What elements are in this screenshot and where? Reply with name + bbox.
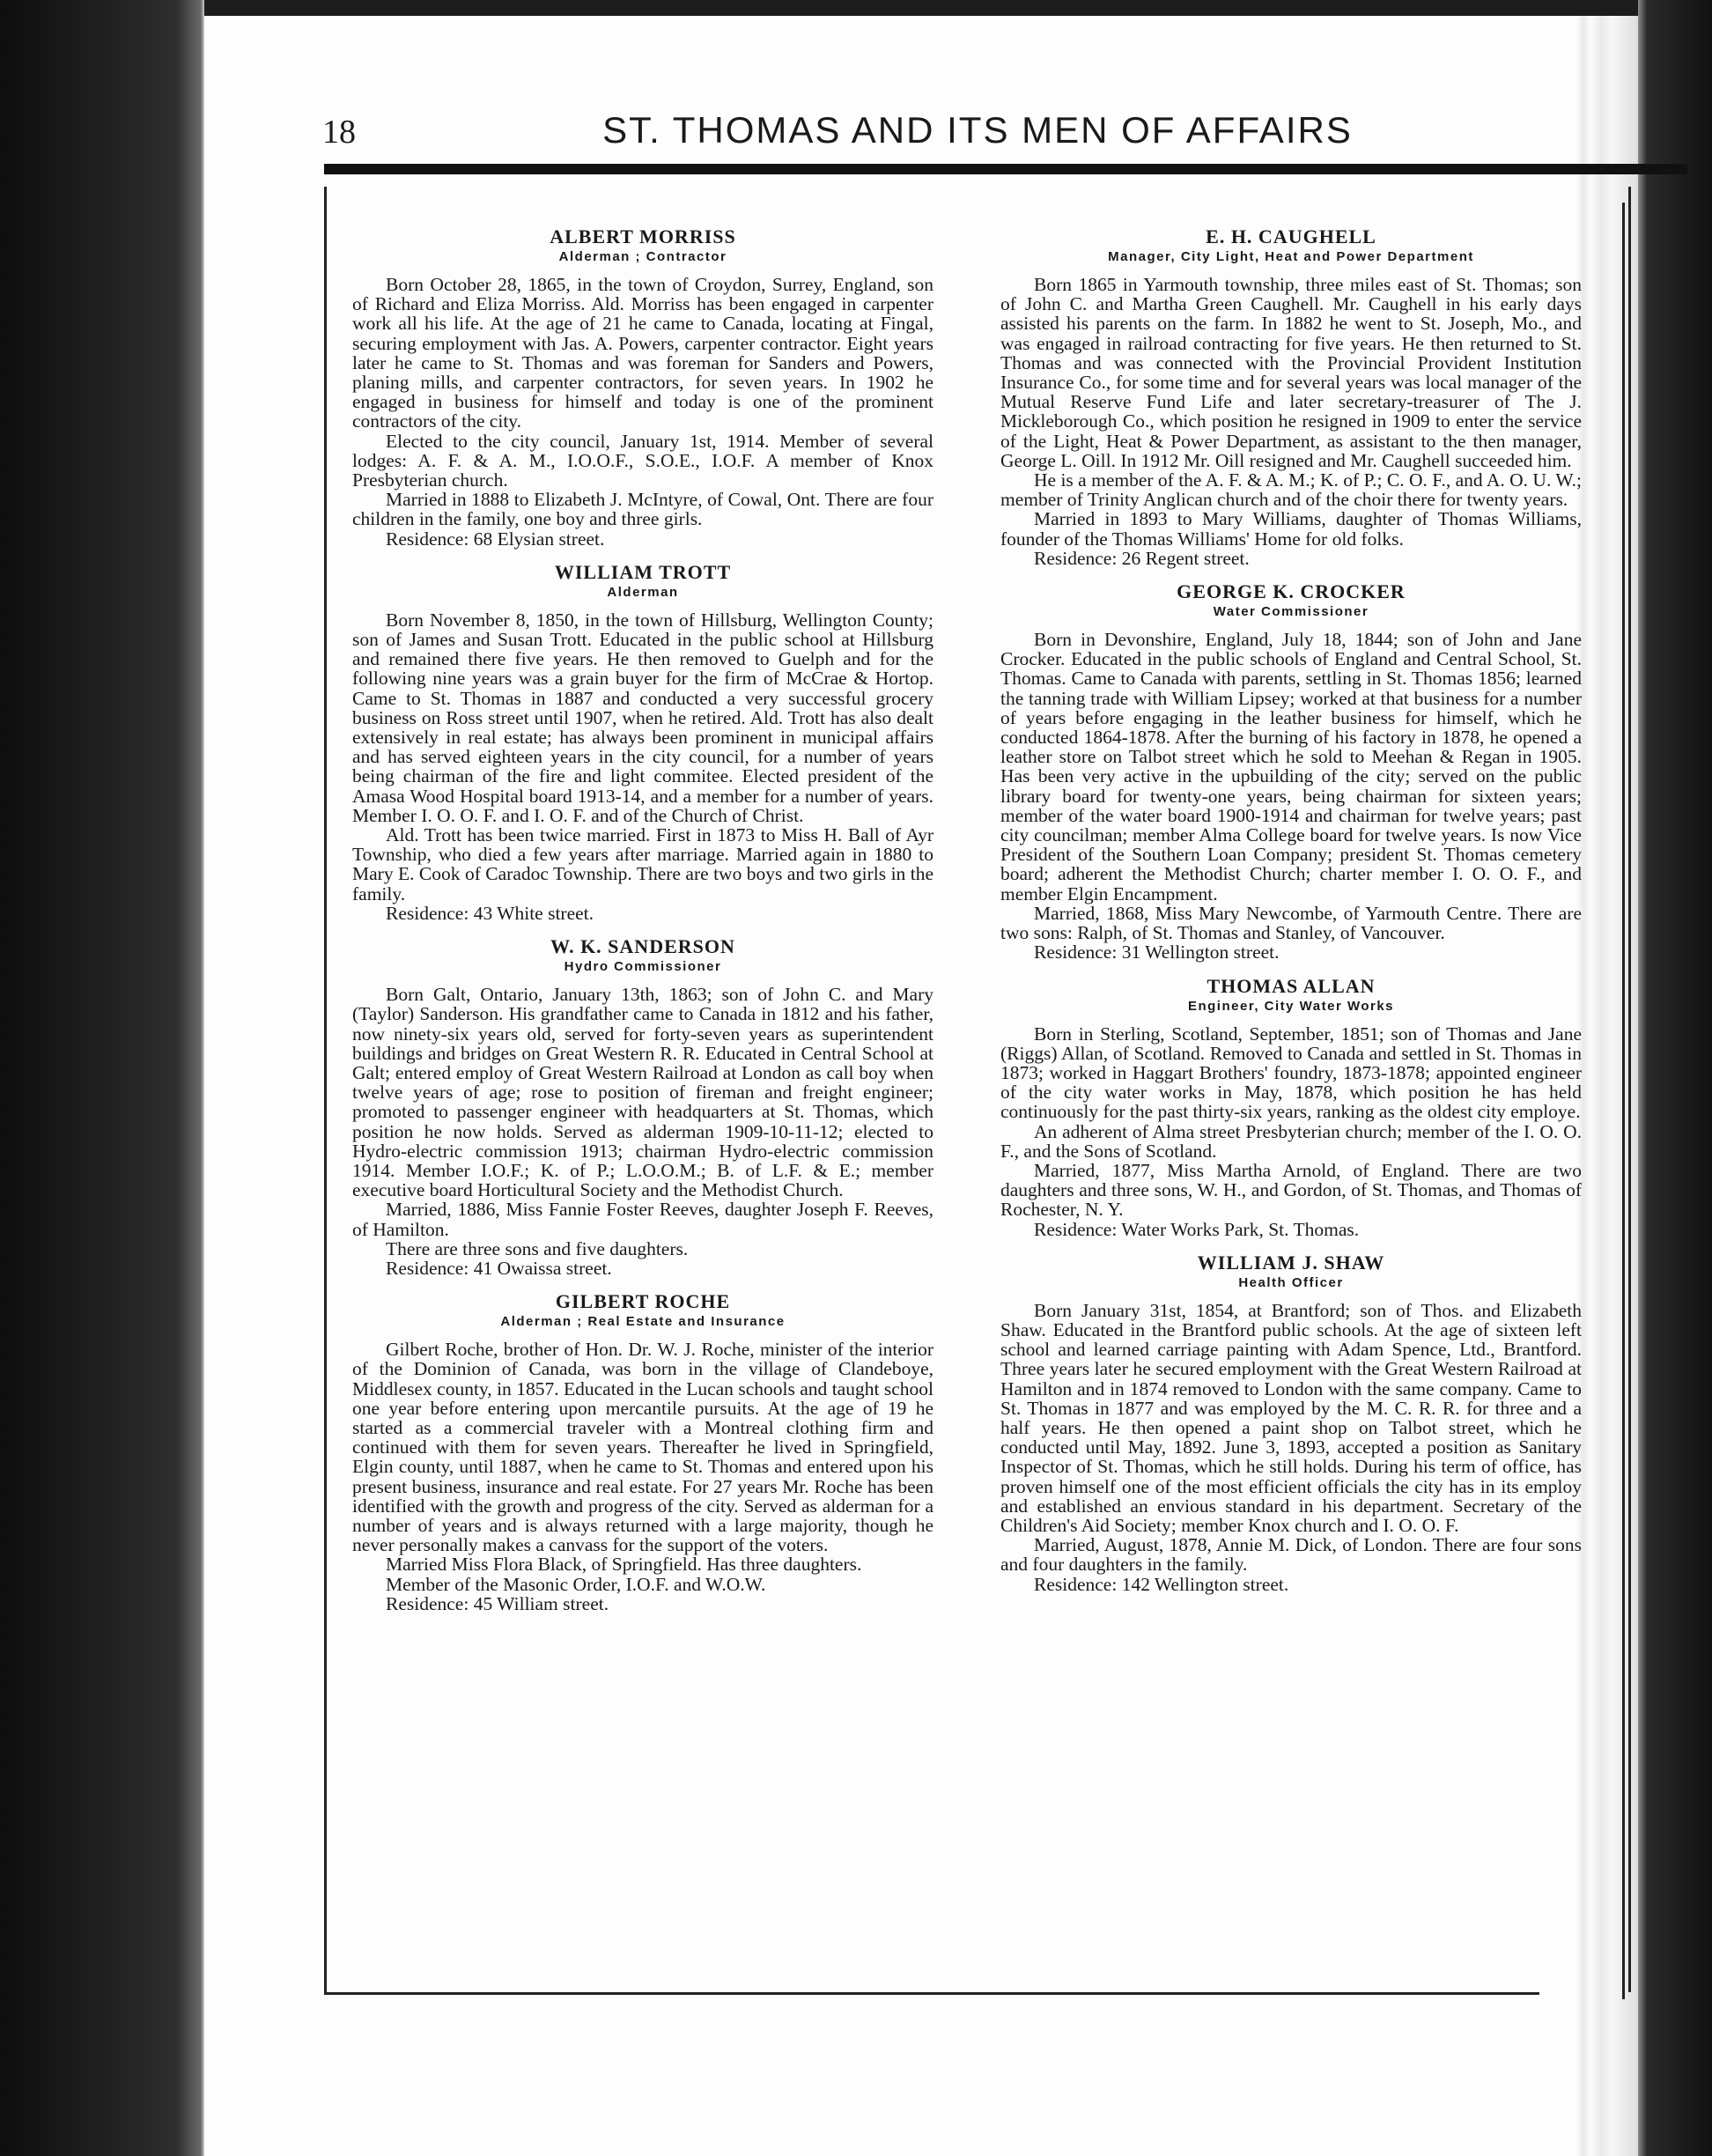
biography-paragraph: Residence: 26 Regent street. — [1034, 547, 1250, 569]
biography-paragraph: Residence: 41 Owaissa street. — [386, 1257, 612, 1279]
scan-border-left — [0, 0, 204, 2156]
biography-paragraph: Married, 1877, Miss Martha Arnold, of England. There are two daughters and three sons, W. H., and Gordon, of St. Thomas, and Thomas of Rochester, N. Y. — [1000, 1159, 1582, 1221]
biography-title: Alderman ; Real Estate and Insurance — [500, 1314, 786, 1330]
biography-paragraph: Born November 8, 1850, in the town of Hillsburg, Wellington County; son of James and Susan Trott. Educated in the public school at Hillsburg and remained there five years. He then removed to Guelph and for the following nine years was a grain buyer for the firm of McCrae & Hortop. Came to St. Thomas in 1887 and conducted a very successful grocery business on Ross street until 1907, when he retired. Ald. Trott has also dealt extensively in real estate; has always been prominent in municipal affairs and has served eighteen years in the city council, for a number of years being chairman of the fire and light commitee. Elected president of the Amasa Wood Hospital board 1913-14, and a member for a number of years. Member I. O. O. F. and I. O. F. and of the Church of Christ. — [352, 609, 933, 826]
right-column — [1000, 218, 1582, 1606]
biography-name: GILBERT ROCHE — [555, 1290, 731, 1313]
biography-paragraph: Born January 31st, 1854, at Brantford; son of Thos. and Elizabeth Shaw. Educated in the Brantford public schools. At the age of sixteen left school and learned carriage painting with Adam Spence, Ltd., Brantford. Three years later he secured employment with the Great Western Railroad at Hamilton and in 1874 removed to London with the same company. Came to St. Thomas in 1877 and was employed by the M. C. R. R. for three and a half years. He then opened a paint shop on Talbot street, which he conducted until May, 1892. June 3, 1893, accepted a position as Sanitary Inspector of St. Thomas, which he still holds. During his term of office, has proven himself one of the most efficient officials the city has in its employ and established an envious standard in his department. Secretary of the Children's Aid Society; member Knox church and I. O. O. F. — [1000, 1299, 1582, 1536]
biography-paragraph: Residence: 31 Wellington street. — [1034, 941, 1280, 964]
biography-title: Alderman — [607, 584, 679, 600]
biography-paragraph: Married, August, 1878, Annie M. Dick, of London. There are four sons and four daughters in the family. — [1000, 1534, 1582, 1576]
biography-entry — [352, 225, 933, 549]
biography-name: THOMAS ALLAN — [1207, 974, 1376, 997]
biography-paragraph: There are three sons and five daughters. — [386, 1237, 689, 1259]
biography-paragraph: An adherent of Alma street Presbyterian church; member of the I. O. O. F., and the Sons of Scotland. — [1000, 1120, 1582, 1162]
biography-title: Hydro Commissioner — [564, 959, 722, 975]
biography-entry — [352, 561, 933, 923]
biography-name: WILLIAM TROTT — [554, 560, 732, 583]
biography-entry — [1000, 975, 1582, 1239]
biography-paragraph: Residence: Water Works Park, St. Thomas. — [1034, 1218, 1360, 1240]
biography-paragraph: Residence: 68 Elysian street. — [386, 528, 605, 550]
frame-bottom-rule — [324, 1992, 1539, 1995]
biography-title: Alderman ; Contractor — [558, 249, 727, 264]
biography-name: E. H. CAUGHELL — [1206, 225, 1376, 247]
biography-name: W. K. SANDERSON — [550, 935, 735, 958]
page-number: 18 — [322, 114, 356, 151]
page-header — [114, 97, 1353, 159]
biography-paragraph: Born October 28, 1865, in the town of Croydon, Surrey, England, son of Richard and Eliza Morriss. Ald. Morriss has been engaged in carpenter work all his life. At the age of 21 he came to Canada, locating at Fingal, securing employment with Jas. A. Powers, carpenter contractor. Eight years later he came to St. Thomas and was foreman for Sanders and Powers, planing mills, and carpenter contractors, for seven years. In 1902 he engaged in business for himself and today is one of the prominent contractors of the city. — [352, 274, 933, 432]
biography-paragraph: Married Miss Flora Black, of Springfield. Has three daughters. — [386, 1554, 862, 1576]
biography-name: GEORGE K. CROCKER — [1177, 580, 1406, 603]
biography-paragraph: Married, 1868, Miss Mary Newcombe, of Yarmouth Centre. There are two sons: Ralph, of St. Thomas and Stanley, of Vancouver. — [1000, 902, 1582, 944]
header-rule — [324, 164, 1687, 174]
biography-paragraph: Member of the Masonic Order, I.O.F. and W.O.W. — [386, 1573, 766, 1595]
biography-paragraph: Elected to the city council, January 1st, 1914. Member of several lodges: A. F. & A. M., I.O.O.F., S.O.E., I.O.F. A member of Knox Presbyterian church. — [352, 430, 933, 491]
biography-paragraph: Born 1865 in Yarmouth township, three miles east of St. Thomas; son of John C. and Martha Green Caughell. Mr. Caughell in his early days assisted his parents on the farm. In 1882 he went to St. Joseph, Mo., and was engaged in railroad contracting for five years. He then returned to St. Thomas and was connected with the Provincial Provident Institution Insurance Co., for some time and for several years was local manager of the Mutual Reserve Fund Life and later secretary-treasurer of The J. Mickleborough Co., which position he resigned in 1909 to enter the service of the Light, Heat & Power Department, as assistant to the then manager, George L. Oill. In 1912 Mr. Oill resigned and Mr. Caughell succeeded him. — [1000, 274, 1582, 471]
biography-paragraph: Residence: 142 Wellington street. — [1034, 1573, 1289, 1595]
scan-border-top — [0, 0, 1712, 16]
biography-paragraph: Residence: 43 White street. — [386, 902, 594, 924]
biography-paragraph: He is a member of the A. F. & A. M.; K. of P.; C. O. F., and A. O. U. W.; member of Trinity Anglican church and of the choir there for twenty years. — [1000, 469, 1582, 511]
biography-title: Water Commissioner — [1213, 604, 1369, 620]
biography-paragraph: Ald. Trott has been twice married. First in 1873 to Miss H. Ball of Ayr Township, who died a few years after marriage. Married again in 1880 to Mary E. Cook of Caradoc Township. There are two boys and two girls in the family. — [352, 824, 933, 904]
biography-paragraph: Gilbert Roche, brother of Hon. Dr. W. J. Roche, minister of the interior of the Dominion of Canada, was born in the village of Clandeboye, Middlesex county, in 1857. Educated in the Lucan schools and taught school one year before entering upon mercantile pursuits. At the age of 19 he started as a commercial traveler with a Montreal clothing firm and continued with them for seven years. Thereafter he lived in Springfield, Elgin county, until 1887, when he came to St. Thomas and entered upon his present business, insurance and real estate. For 27 years Mr. Roche has been identified with the growth and progress of the city. Served as alderman for a number of years and is always returned with a large majority, though he never personally makes a canvass for the support of the voters. — [352, 1339, 933, 1556]
biography-entry — [352, 1290, 933, 1613]
scan-border-right — [1638, 0, 1712, 2156]
biography-title: Health Officer — [1238, 1274, 1344, 1290]
left-column — [352, 218, 933, 1626]
biography-paragraph: Married in 1893 to Mary Williams, daughter of Thomas Williams, founder of the Thomas Williams' Home for old folks. — [1000, 508, 1582, 550]
right-edge-rule — [1622, 203, 1625, 1999]
biography-entry — [1000, 1252, 1582, 1594]
biography-name: WILLIAM J. SHAW — [1197, 1251, 1385, 1274]
biography-paragraph: Born Galt, Ontario, January 13th, 1863; son of John C. and Mary (Taylor) Sanderson. His grandfather came to Canada in 1812 and his father, now ninety-six years old, served for forty-seven years as superintendent buildings and bridges on Great Western R. R. Educated in Central School at Galt; entered employ of Great Western Railroad at London as call boy when twelve years of age; rose to position of fireman and freight engineer; promoted to passenger engineer with headquarters at St. Thomas, which position he now holds. Served as alderman 1909-10-11-12; elected to Hydro-electric commission 1913; chairman Hydro-electric commission 1914. Member I.O.F.; K. of P.; L.O.O.M.; B. of L.F. & E.; member executive board Horticultural Society and the Methodist Church. — [352, 984, 933, 1201]
biography-entry — [352, 935, 933, 1278]
biography-title: Manager, City Light, Heat and Power Department — [1108, 249, 1474, 264]
biography-title: Engineer, City Water Works — [1187, 998, 1395, 1014]
biography-paragraph: Married in 1888 to Elizabeth J. McIntyre, of Cowal, Ont. There are four children in the family, one boy and three girls. — [352, 489, 933, 530]
biography-name: ALBERT MORRISS — [550, 225, 736, 247]
biography-paragraph: Born in Sterling, Scotland, September, 1851; son of Thomas and Jane (Riggs) Allan, of Scotland. Removed to Canada and settled in St. Thomas in 1873; worked in Haggart Brothers' foundry, 1873-1878; appointed engineer of the city water works in May, 1878, which position he has held continuously for the past thirty-six years, ranking as the oldest city employe. — [1000, 1023, 1582, 1123]
biography-paragraph: Married, 1886, Miss Fannie Foster Reeves, daughter Joseph F. Reeves, of Hamilton. — [352, 1199, 933, 1240]
running-title: ST. THOMAS AND ITS MEN OF AFFAIRS — [602, 109, 1353, 151]
biography-paragraph: Born in Devonshire, England, July 18, 1844; son of John and Jane Crocker. Educated in the public schools of England and Central School, St. Thomas. Came to Canada with parents, settling in St. Thomas 1856; learned the tanning trade with William Lipsey; worked at that business for a number of years before engaging in the leather business for himself, which he conducted 1864-1878. After the burning of his factory in 1878, he opened a leather store on Talbot street which he sold to Meehan & Regan in 1905. Has been very active in the upbuilding of the city; served on the public library board for twenty-one years, being chairman for sixteen years; member of the water board 1900-1914 and chairman for twelve years; past city councilman; member Alma College board for twelve years. Is now Vice President of the Southern Loan Company; president St. Thomas cemetery board; adherent the Methodist Church; charter member I. O. O. F., and member Elgin Encampment. — [1000, 629, 1582, 904]
biography-entry — [1000, 580, 1582, 962]
biography-entry — [1000, 225, 1582, 568]
biography-paragraph: Residence: 45 William street. — [386, 1592, 609, 1614]
